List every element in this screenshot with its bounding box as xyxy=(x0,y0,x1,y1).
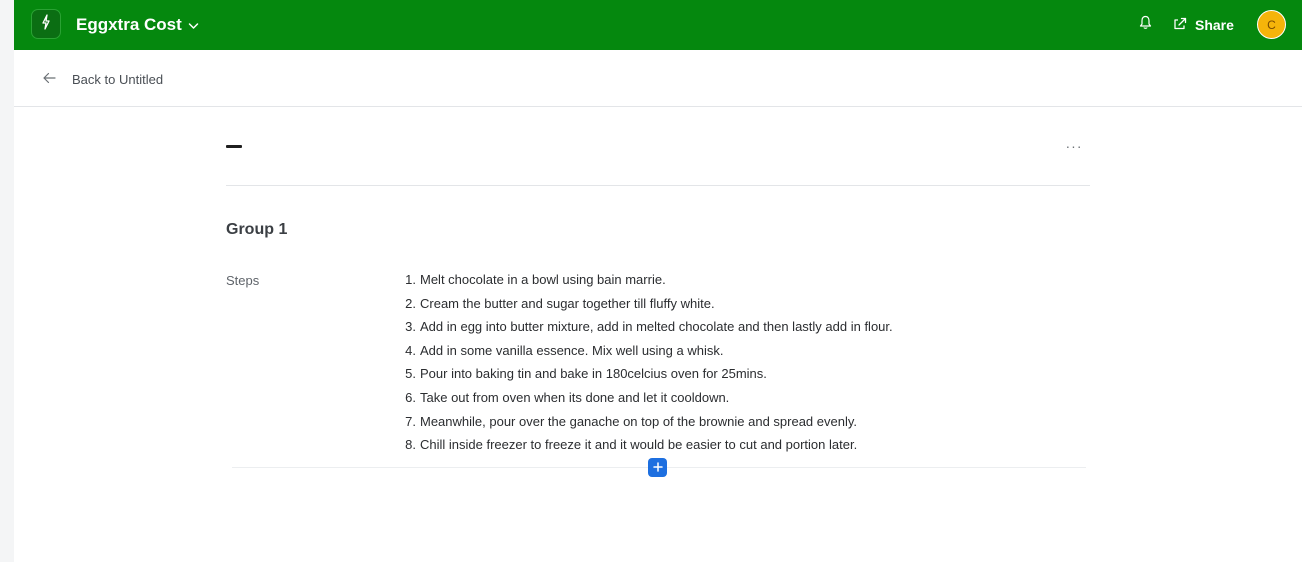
notifications-button[interactable] xyxy=(1138,17,1152,33)
app-title: Eggxtra Cost xyxy=(76,15,182,34)
step-text: Take out from oven when its done and let it cooldown. xyxy=(420,389,730,405)
bolt-icon xyxy=(40,14,52,35)
title-divider xyxy=(226,185,1090,186)
step-item xyxy=(402,317,1102,341)
group-title: Group 1 xyxy=(226,221,288,238)
step-text: Pour into baking tin and bake in 180celcius oven for 25mins. xyxy=(420,366,767,382)
sub-bar xyxy=(14,50,1302,107)
step-item xyxy=(402,294,1102,318)
step-item xyxy=(402,412,1102,436)
bell-icon xyxy=(1139,15,1152,35)
step-text: Add in some vanilla essence. Mix well using a whisk. xyxy=(420,342,724,358)
step-item xyxy=(402,435,1102,459)
steps-label: Steps xyxy=(226,273,260,288)
app-frame xyxy=(14,0,1302,562)
steps-list xyxy=(402,270,1102,459)
step-text: Melt chocolate in a bowl using bain marrie. xyxy=(420,272,666,287)
share-label: Share xyxy=(1195,17,1234,33)
more-options-button[interactable] xyxy=(1064,136,1084,156)
more-icon: ··· xyxy=(1065,138,1083,154)
top-bar xyxy=(14,0,1302,50)
step-number: 5. xyxy=(405,366,416,382)
step-item xyxy=(402,364,1102,388)
user-avatar[interactable]: C xyxy=(1257,10,1286,39)
step-number: 3. xyxy=(405,319,416,335)
chevron-down-icon xyxy=(188,22,199,30)
plus-icon xyxy=(653,459,663,477)
step-item xyxy=(402,270,1102,294)
step-text: Add in egg into butter mixture, add in melted chocolate and then lastly add in flour. xyxy=(420,319,893,335)
page-title-placeholder[interactable] xyxy=(226,145,242,148)
step-text: Chill inside freezer to freeze it and it would be easier to cut and portion later. xyxy=(420,437,858,453)
step-number: 4. xyxy=(405,342,416,358)
back-label: Back to Untitled xyxy=(72,71,164,87)
step-text: Cream the butter and sugar together till fluffy white. xyxy=(420,295,715,311)
step-number: 2. xyxy=(405,295,416,311)
step-item xyxy=(402,341,1102,365)
share-button[interactable] xyxy=(1173,14,1234,36)
step-item xyxy=(402,388,1102,412)
step-number: 6. xyxy=(405,389,416,405)
step-text: Meanwhile, pour over the ganache on top of the brownie and spread evenly. xyxy=(420,413,857,429)
app-logo-button[interactable] xyxy=(31,9,61,39)
step-number: 8. xyxy=(405,437,416,453)
step-number: 1. xyxy=(405,272,416,287)
back-link[interactable] xyxy=(42,70,163,88)
step-number: 7. xyxy=(405,413,416,429)
add-section-button[interactable] xyxy=(648,458,667,477)
share-icon xyxy=(1173,17,1187,33)
app-title-dropdown[interactable] xyxy=(76,14,199,36)
arrow-left-icon xyxy=(42,72,56,87)
